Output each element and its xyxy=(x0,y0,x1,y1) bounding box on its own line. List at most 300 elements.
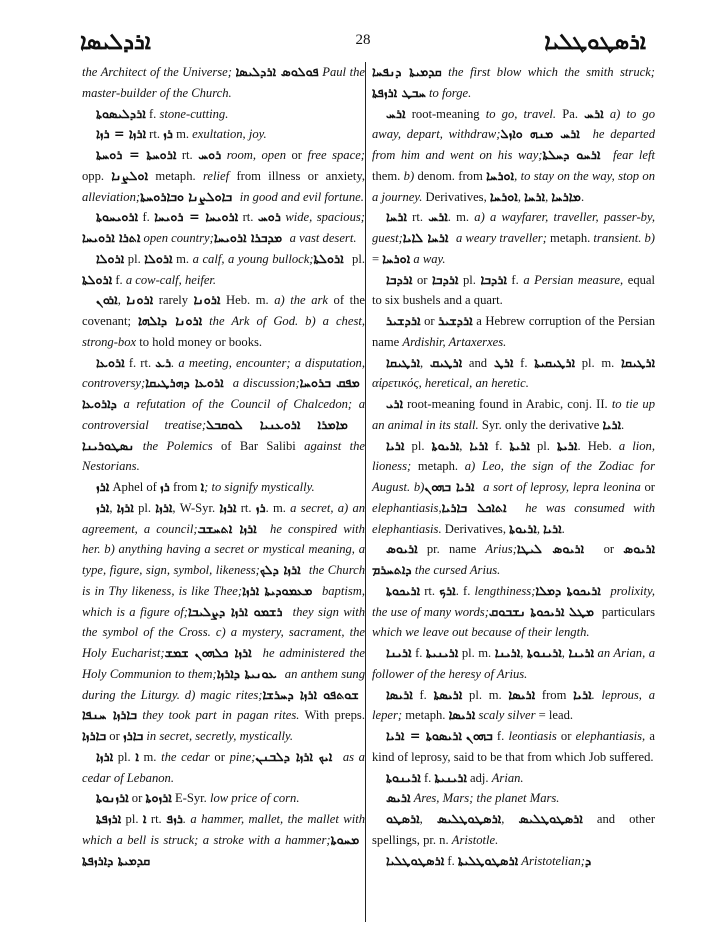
syriac-text: ܐܪܛܝܩܐ xyxy=(621,354,656,370)
roman-text: E-Syr. xyxy=(171,791,210,806)
roman-text: metaph. xyxy=(411,459,465,474)
dictionary-entry xyxy=(372,685,655,727)
roman-text: . m. xyxy=(265,500,291,515)
italic-text: in secret, secretly, mystically. xyxy=(143,729,294,743)
roman-text: , W-Syr. xyxy=(172,500,220,515)
syriac-text: ܐܪܛ xyxy=(493,354,514,370)
syriac-text: ܐ xyxy=(135,748,139,764)
syriac-text: ܐܪܝܘܬܐ xyxy=(509,520,537,536)
roman-text: With preps. xyxy=(299,708,365,723)
syriac-text: ܐܪܘܝܚܘܬܐ xyxy=(96,209,139,225)
syriac-text: ܒܗܘܢ xyxy=(466,728,493,743)
italic-text: Arian. xyxy=(491,770,524,785)
syriac-text: ܐܪܚ xyxy=(584,105,604,121)
syriac-text: ܐܪܕܫܝܪ xyxy=(438,313,473,328)
dictionary-entry xyxy=(372,394,655,436)
syriac-text: ܐܪܝܣܘܬܐ = ܐܪܝܐ xyxy=(386,728,462,743)
roman-text: denom. from xyxy=(414,168,487,183)
dictionary-entry xyxy=(372,62,655,104)
roman-text: or xyxy=(128,791,146,806)
roman-text: , xyxy=(536,521,544,536)
syriac-text: ܐܪܝܬܐ xyxy=(509,437,530,453)
italic-text: a Persian measure, xyxy=(523,272,624,287)
syriac-text: ܐܪܝܣܐ xyxy=(508,686,536,702)
roman-text: pl. xyxy=(121,812,143,826)
italic-text: the first blow which the smith struck; xyxy=(441,65,655,79)
syriac-text: ܐܪܝܘܣ xyxy=(386,541,418,557)
italic-text: a discussion; xyxy=(228,376,300,391)
roman-text: and xyxy=(462,355,494,370)
page-header xyxy=(80,30,646,55)
syriac-text: ܐܪܘܥܐ xyxy=(96,354,125,370)
roman-text: root-meaning xyxy=(405,106,486,121)
italic-text: ; to signify mystically. xyxy=(204,480,315,494)
italic-text: free space; xyxy=(307,148,365,162)
syriac-text: ܐܪܕܠܝܣܘܬܐ xyxy=(96,105,146,121)
italic-text: leontiasis xyxy=(508,729,557,743)
syriac-text: ܐܪܛܝܩ xyxy=(429,354,463,370)
syriac-text: ܐܪܚܘ ܕܚܠܬܐ xyxy=(542,147,608,162)
roman-text: , xyxy=(517,189,525,204)
italic-text: a refutation of the Council of Chalcedon; a controversial treatise; xyxy=(82,397,365,432)
roman-text: pl. xyxy=(113,749,136,764)
italic-text: Ares, Mars; the planet Mars. xyxy=(410,791,560,806)
dictionary-entry xyxy=(82,207,365,249)
italic-text: . a hammer, mallet, the mallet with which a bell is struck; a stroke with a hammer; xyxy=(82,812,365,847)
roman-text: , xyxy=(420,355,430,370)
roman-text: = lead. xyxy=(535,708,574,723)
syriac-text: ܢܫܒܘܩ xyxy=(488,603,531,619)
roman-text: pr. name xyxy=(417,542,486,557)
roman-text: metaph. xyxy=(402,708,449,723)
italic-text: low price of corn. xyxy=(209,791,300,806)
roman-text: f. xyxy=(420,770,435,785)
roman-text: rarely xyxy=(153,293,194,308)
syriac-text: ܐܪܝܘܣ ܠܝܛܐ xyxy=(516,541,595,557)
italic-text: . leprous, a leper; xyxy=(372,687,655,723)
syriac-text: ܕ xyxy=(584,852,596,868)
syriac-text: ܐܪܝܢܐ xyxy=(494,645,521,660)
roman-text: , xyxy=(117,293,127,308)
roman-text: from xyxy=(169,480,201,494)
italic-text: to go, travel. xyxy=(485,106,557,121)
syriac-text: ܐ xyxy=(142,811,147,826)
dictionary-entry xyxy=(82,124,365,145)
syriac-text: ܐܪܕܒܐ xyxy=(432,271,459,287)
syriac-text: ܫܘܬܦܘ ܒܐܪܙܐ ܚܢܦܐ xyxy=(82,686,365,723)
syriac-text: ܐܝܟ ܐܪܙܐ ܕܠܒܢܢ xyxy=(255,748,339,764)
roman-text: f. xyxy=(412,687,434,702)
syriac-text: ܐܪܛܝܩܐ xyxy=(386,354,420,370)
italic-text: he conspired with her. b) anything having a secret or mystical meaning, a type, figure, sign, symbol, likeness; xyxy=(82,521,365,577)
roman-text: pl. xyxy=(348,251,365,266)
syriac-text: ܪܫܡܘ ܐܪܙܐ ܕܨܠܝܒܐ xyxy=(187,603,289,619)
roman-text: , xyxy=(545,189,552,204)
italic-text: relief xyxy=(202,168,230,183)
syriac-text: ܐܪܙܐ ܕܚܪܫܐ xyxy=(262,686,324,702)
italic-text: which we leave out because of their length. xyxy=(372,625,590,640)
italic-text: scaly silver xyxy=(475,708,536,723)
syriac-text: ܐܪܙ xyxy=(96,479,110,494)
roman-text: rt. xyxy=(420,583,440,598)
syriac-text: ܐܪܟ xyxy=(439,582,456,598)
syriac-text: ܐܪܙܐ xyxy=(116,499,134,515)
syriac-text: ܚܒܛ ܐܪܙܦܬܐ xyxy=(372,84,426,100)
italic-text: transient. b) xyxy=(593,231,655,245)
syriac-text: ܡܕܒܪܐ ܐܪܘܝܚܐ xyxy=(213,230,287,245)
syriac-text: ܐܪܛܝܩܝܬܐ xyxy=(534,354,575,370)
syriac-text: ܐܪܝܢܐ xyxy=(386,645,412,660)
syriac-text: ܡܐܪܚܐ xyxy=(551,188,581,204)
roman-text: a kind of leprosy, said to be that from which Job suffered. xyxy=(372,729,655,764)
syriac-text: ܐܪܝܘܣ ܕܐܬܚܪܡ xyxy=(372,541,655,577)
dictionary-entry xyxy=(82,498,365,747)
syriac-text: ܪܙܦ xyxy=(166,811,183,826)
roman-text: rt. xyxy=(146,127,164,142)
syriac-text: ܐܪܝܣܐ xyxy=(448,707,476,723)
roman-text: f. xyxy=(513,355,535,370)
syriac-text: ܐܪܝܐ xyxy=(573,686,592,702)
roman-text: Heb. m. xyxy=(220,293,275,308)
dictionary-entry xyxy=(372,726,655,768)
roman-text: Syr. only the derivative xyxy=(478,417,603,432)
syriac-text: ܐܪܙܐ xyxy=(219,499,237,515)
italic-text: a) to go away, depart, withdraw; xyxy=(372,106,656,142)
dictionary-entry xyxy=(372,539,655,581)
syriac-text: ܪܥ xyxy=(155,354,172,370)
dictionary-entry xyxy=(82,290,365,352)
syriac-text: ܐܪܝܘܬܐ xyxy=(431,437,460,453)
roman-text: m. xyxy=(138,749,162,764)
italic-text: in good and evil fortune. xyxy=(236,189,364,204)
dictionary-entry xyxy=(82,104,365,125)
roman-text: . xyxy=(621,417,625,432)
roman-text: f. xyxy=(506,272,524,287)
syriac-text: ܐܪܙܐ xyxy=(96,748,114,764)
roman-text: f. xyxy=(145,106,160,121)
dictionary-entry xyxy=(372,851,655,872)
syriac-text: ܡܛܠ ܐܪܝܟܘܬܐ xyxy=(530,603,599,619)
italic-text: Ardishir, Artaxerxes. xyxy=(402,334,507,349)
column-divider xyxy=(365,62,366,922)
syriac-text: ܡܥܡܘܕܝܬܐ ܐܪܙܐ xyxy=(242,582,318,598)
italic-text: the Church is in Thy likeness, is like Thee; xyxy=(82,563,366,598)
italic-text: Paul the master-builder of the Church. xyxy=(82,65,365,100)
roman-text: particulars xyxy=(598,604,655,619)
dictionary-entry xyxy=(372,270,655,312)
roman-text: of the covenant; xyxy=(82,293,365,328)
roman-text: f. xyxy=(487,438,510,453)
syriac-text: ܐܪܣܛܘܛܠܝܐ xyxy=(386,852,445,868)
roman-text: or xyxy=(106,729,123,743)
syriac-text: ܐܪܝܢܝܬܐ xyxy=(434,769,467,785)
italic-text: elephantiasis, xyxy=(575,729,646,743)
italic-text: elephantiasis, xyxy=(372,500,442,515)
roman-text: or xyxy=(594,542,624,557)
syriac-text: ܡܚܘܬܐ ܩܕܡܝܬܐ ܕܐܪܙܦܬܐ xyxy=(82,831,365,868)
syriac-text: ܐܪܝܟܘܬܐ ܕܡܠܐ xyxy=(535,582,607,598)
dictionary-entry xyxy=(82,62,365,104)
dictionary-entry xyxy=(372,768,655,789)
roman-text: rt. xyxy=(146,812,167,826)
dictionary-entry xyxy=(372,104,655,208)
roman-text: rt. xyxy=(176,148,199,162)
italic-text: exultation, joy. xyxy=(192,127,267,142)
italic-text: an anthem sung during the Liturgy. d) magic rites; xyxy=(82,666,366,702)
syriac-text: ܐܪܣܛܘܛܠܝܣ xyxy=(436,811,502,826)
syriac-text: ܐܪܚܐ xyxy=(386,209,407,225)
roman-text: f. xyxy=(112,272,126,287)
dictionary-entry xyxy=(372,311,655,353)
italic-text: baptism, which is a figure of; xyxy=(82,583,365,619)
dictionary-entry xyxy=(82,145,365,207)
dictionary-entry xyxy=(82,249,365,291)
left-column xyxy=(82,62,365,871)
syriac-text: ܐܪܝܢܘܬܐ xyxy=(526,645,562,660)
syriac-text: ܐܪܣܛܘ xyxy=(386,811,420,826)
syriac-text: ܐܪܙܐ ܕܠܟ xyxy=(259,562,306,577)
syriac-text: ܒܐܪܙܐ xyxy=(82,728,107,743)
italic-text: stone-cutting. xyxy=(159,106,229,121)
italic-text: the cursed Arius. xyxy=(411,563,501,577)
italic-text: a sort of leprosy, lepra leonina xyxy=(479,480,641,494)
syriac-text: ܐܪܝܢܘܬܐ xyxy=(386,769,421,785)
italic-text: b) xyxy=(403,168,415,183)
dictionary-entry xyxy=(372,788,655,809)
roman-text: rt. xyxy=(238,210,258,225)
roman-text: of Bar Salibi xyxy=(212,438,305,453)
italic-text: wide, spacious; xyxy=(280,210,365,225)
dictionary-entry xyxy=(82,809,365,871)
syriac-text: ܐܪܘܢ xyxy=(96,292,118,308)
italic-text: a) the ark xyxy=(274,293,328,308)
syriac-text: ܐܪܙܐ ܟܠܗܘܢ ܫܡܫ xyxy=(164,645,258,660)
roman-text: m. xyxy=(172,251,193,266)
roman-text: metaph. xyxy=(148,168,203,183)
italic-text: the Architect of the Universe; xyxy=(82,65,236,79)
roman-text: Aphel of xyxy=(109,480,161,494)
roman-text: to hold money or books. xyxy=(136,334,263,349)
italic-text: . a meeting, encounter; a disputation, controversy; xyxy=(82,355,365,391)
syriac-text: ܐܪܕܫܝܪ xyxy=(386,313,421,328)
syriac-text: ܪܘܚ xyxy=(198,147,222,162)
italic-text: they sign with the symbol of the Cross. c) a mystery, sacrament, the Holy Eucharist; xyxy=(82,604,366,660)
dictionary-entry xyxy=(82,788,365,809)
roman-text: pl. m. xyxy=(575,355,622,370)
syriac-text: ܥܘܢܝܬܐ ܕܐܪܙܐ xyxy=(216,665,282,681)
roman-text: , xyxy=(561,646,569,660)
dictionary-entry xyxy=(82,747,365,789)
syriac-text: ܐܪܘܠܬܐ xyxy=(82,271,113,287)
roman-text: or xyxy=(640,480,656,494)
syriac-text: ܐܪܝܐ xyxy=(543,520,562,536)
italic-text: a secret, a) an agreement, a council; xyxy=(82,500,366,536)
italic-text: αἱρετικός, heretical, an heretic. xyxy=(372,376,529,391)
roman-text: opp. xyxy=(82,168,112,183)
syriac-text: ܐܪܝܬܐ xyxy=(557,437,578,453)
roman-text: or xyxy=(412,272,432,287)
syriac-text: ܐܘܪܚܐ xyxy=(486,167,515,183)
italic-text: a weary traveller; xyxy=(452,231,547,245)
syriac-text: ܒܐܘܠܨܢܐ ܘܒܐܪܘܚܬܐ xyxy=(140,188,237,204)
syriac-text: ܐܪܝܣܬܐ xyxy=(433,686,463,702)
italic-text: as a cedar of Lebanon. xyxy=(82,749,365,785)
roman-text: , xyxy=(520,646,527,660)
syriac-text: ܐܪܘܢܐ xyxy=(193,292,221,308)
roman-text: f. xyxy=(411,646,426,660)
italic-text: alleviation; xyxy=(82,189,141,204)
italic-text: a calf, a young bullock; xyxy=(192,251,314,266)
syriac-text: ܐܬܐܟܠ ܒܐܪܝܐ xyxy=(441,499,517,515)
roman-text: f. xyxy=(444,853,458,868)
italic-text: the Polemics xyxy=(134,438,213,453)
italic-text: against the Nestorians. xyxy=(82,438,365,474)
syriac-text: ܐܪܝܢܐ xyxy=(568,645,595,660)
syriac-text: ܩܕܡܝܬܐ ܕܢܦܚܐ xyxy=(372,64,442,79)
syriac-text: ܐܪܘܠܐ xyxy=(96,250,125,266)
syriac-text: ܐܪܘܠܐ xyxy=(144,250,173,266)
syriac-text: ܐܪܝܢܝܬܐ xyxy=(425,645,459,660)
roman-text: equal to six bushels and a quart. xyxy=(372,272,656,308)
syriac-text: ܐܪܙܦܬܐ xyxy=(96,811,122,826)
right-column xyxy=(372,62,655,871)
syriac-text: ܐܪܝܐ xyxy=(469,437,488,453)
italic-text: the Ark of God. xyxy=(202,314,299,328)
dictionary-entry xyxy=(372,207,655,269)
syriac-text: ܐܪܙܘܬܐ xyxy=(145,790,172,806)
roman-text: metaph. xyxy=(546,231,594,245)
dictionary-entry xyxy=(372,353,655,395)
roman-text: pl. xyxy=(529,438,558,453)
syriac-text: ܐܪܙܐ = ܪܙܐ xyxy=(96,126,146,142)
syriac-text: ܡܦܩ ܒܪܘܚܐ ܕܐܪܘܥܐ xyxy=(82,375,365,411)
roman-text: f. rt. xyxy=(124,355,156,370)
left-running-head: ܐܪܕܠܝܣܐ xyxy=(80,30,151,55)
italic-text: fear left xyxy=(607,148,655,162)
dictionary-entry xyxy=(372,809,655,851)
syriac-text: ܐܬܪܐ ܐܪܘܝܚܐ xyxy=(82,230,141,245)
italic-text: he was consumed with elephantiasis. xyxy=(372,500,656,536)
syriac-text: ܪܙ xyxy=(160,479,170,494)
syriac-text: ܐܪܣܛܘܛܠܝܣ xyxy=(518,811,583,826)
syriac-text: ܐܪܣܛܘܛܠܝܬܐ xyxy=(457,852,519,868)
syriac-text: ܡܐܡܪܐ ܐܪܘܥܢܝܐ ܠܘܩܒܠ ܢܣܛܘܪܝܢܐ xyxy=(82,416,365,453)
roman-text: . xyxy=(580,189,585,204)
syriac-text: ܐܪܝܐ xyxy=(602,416,622,432)
syriac-text: ܒܐܪܙ xyxy=(122,728,144,743)
italic-text: to tie up an animal in its stall. xyxy=(372,397,655,432)
roman-text: . f. xyxy=(455,583,475,598)
roman-text: . xyxy=(561,521,565,536)
syriac-text: ܐܪܘܥܐ ܕܗܪܛܝܩܐ xyxy=(145,375,229,391)
dictionary-entry xyxy=(82,353,365,478)
syriac-text: ܐܪܚ ܡܢܗ ܘܐܙܠ xyxy=(500,126,587,142)
roman-text: a Hebrew corruption of the Persian name xyxy=(372,314,656,349)
italic-text: a) Leo, the sign of the Zodiac for August. b) xyxy=(372,459,656,494)
italic-text: a vast desert. xyxy=(286,231,357,245)
roman-text: root-meaning found in Arabic, conj. II. xyxy=(403,397,612,411)
roman-text: and other spellings, pr. n. xyxy=(372,812,656,847)
syriac-text: ܪܙ xyxy=(163,126,173,142)
roman-text: Pa. xyxy=(556,106,585,121)
syriac-text: ܐܘܠܨܢܐ xyxy=(111,167,149,183)
roman-text: or xyxy=(420,314,439,328)
right-running-head: ܐܪܣܛܘܛܠܝܐ xyxy=(544,30,646,55)
dictionary-entry xyxy=(372,643,655,685)
italic-text: lengthiness; xyxy=(474,583,536,598)
syriac-text: ܐܪܚܐ xyxy=(524,188,546,204)
italic-text: prolixity, the use of many words; xyxy=(372,583,656,619)
roman-text: or xyxy=(209,749,230,764)
italic-text: b) a chest, strong-box xyxy=(82,314,365,349)
syriac-text: ܐܪܘܚܬܐ = ܪܘܚܬܐ xyxy=(96,147,177,162)
italic-text: he departed from him and went on his way; xyxy=(372,127,655,162)
italic-text: Aristotelian; xyxy=(518,853,585,868)
italic-text: a) a wayfarer, traveller, passer-by, guest; xyxy=(372,210,655,245)
roman-text: m. xyxy=(172,127,193,142)
page-number: 28 xyxy=(355,32,371,48)
italic-text: he administered the Holy Communion to them; xyxy=(82,646,365,681)
italic-text: open country; xyxy=(140,231,214,245)
italic-text: Aristotle. xyxy=(451,832,499,847)
italic-text: a lion, lioness; xyxy=(372,438,655,474)
syriac-text: ܐܪܝ xyxy=(386,396,404,411)
syriac-text: ܐܪܙܐ ܐܬܚܫܒ xyxy=(197,520,264,536)
syriac-text: ܐܪܝܐ xyxy=(386,437,405,453)
roman-text: adj. xyxy=(466,770,492,785)
dictionary-entry xyxy=(372,581,655,643)
roman-text: . m. xyxy=(447,210,475,225)
syriac-text: ܐܪܙܐ xyxy=(155,499,173,515)
syriac-text: ܐܪܙܢܘܬܐ xyxy=(96,790,129,806)
roman-text: Derivatives, xyxy=(422,189,490,204)
syriac-text: ܐܪܝܣ xyxy=(386,790,411,806)
italic-text: pine; xyxy=(229,749,256,764)
roman-text: pl. xyxy=(404,438,432,453)
syriac-text: ܐܪܘܢܐ ܕܐܠܗܐ xyxy=(137,313,203,328)
italic-text: an Arian, a follower of the heresy of Arius. xyxy=(372,646,656,681)
roman-text: pl. xyxy=(458,272,481,287)
syriac-text: ܪܘܚ xyxy=(257,209,281,225)
roman-text: Derivatives, xyxy=(441,521,510,536)
roman-text: = xyxy=(372,251,383,266)
dictionary-entry xyxy=(372,436,655,540)
syriac-text: ܐ xyxy=(200,479,205,494)
syriac-text: ܐܪܘܠܬܐ xyxy=(313,250,349,266)
roman-text: pl. m. xyxy=(458,646,495,660)
syriac-text: ܐܪܚ xyxy=(386,105,406,121)
syriac-text: ܐܪܕܒܐ xyxy=(480,271,507,287)
roman-text: from illness or anxiety, xyxy=(229,168,365,183)
roman-text: , xyxy=(109,500,117,515)
syriac-text: ܐܪܝܐ ܒܗܘܢ xyxy=(424,479,480,494)
italic-text: a way. xyxy=(410,251,446,266)
roman-text: pl. xyxy=(133,500,156,515)
syriac-text: ܦܘܠܘܣ ܐܪܕܠܝܣܐ xyxy=(235,64,319,79)
roman-text: them. xyxy=(372,168,404,183)
syriac-text: ܐܪܙ xyxy=(96,499,110,515)
italic-text: the cedar xyxy=(161,749,210,764)
roman-text: . Heb. xyxy=(577,438,619,453)
italic-text: Arius; xyxy=(485,542,517,557)
roman-text: , xyxy=(459,438,470,453)
syriac-text: ܐܪܝܣܐ xyxy=(386,686,413,702)
roman-text: , xyxy=(501,812,519,826)
syriac-text: ܐܪܚܐ ܠܐܝܐ xyxy=(402,230,453,245)
italic-text: to forge. xyxy=(425,85,472,100)
roman-text: rt. xyxy=(406,210,429,225)
syriac-text: ܐܪܝܟܘܬܐ xyxy=(386,582,421,598)
